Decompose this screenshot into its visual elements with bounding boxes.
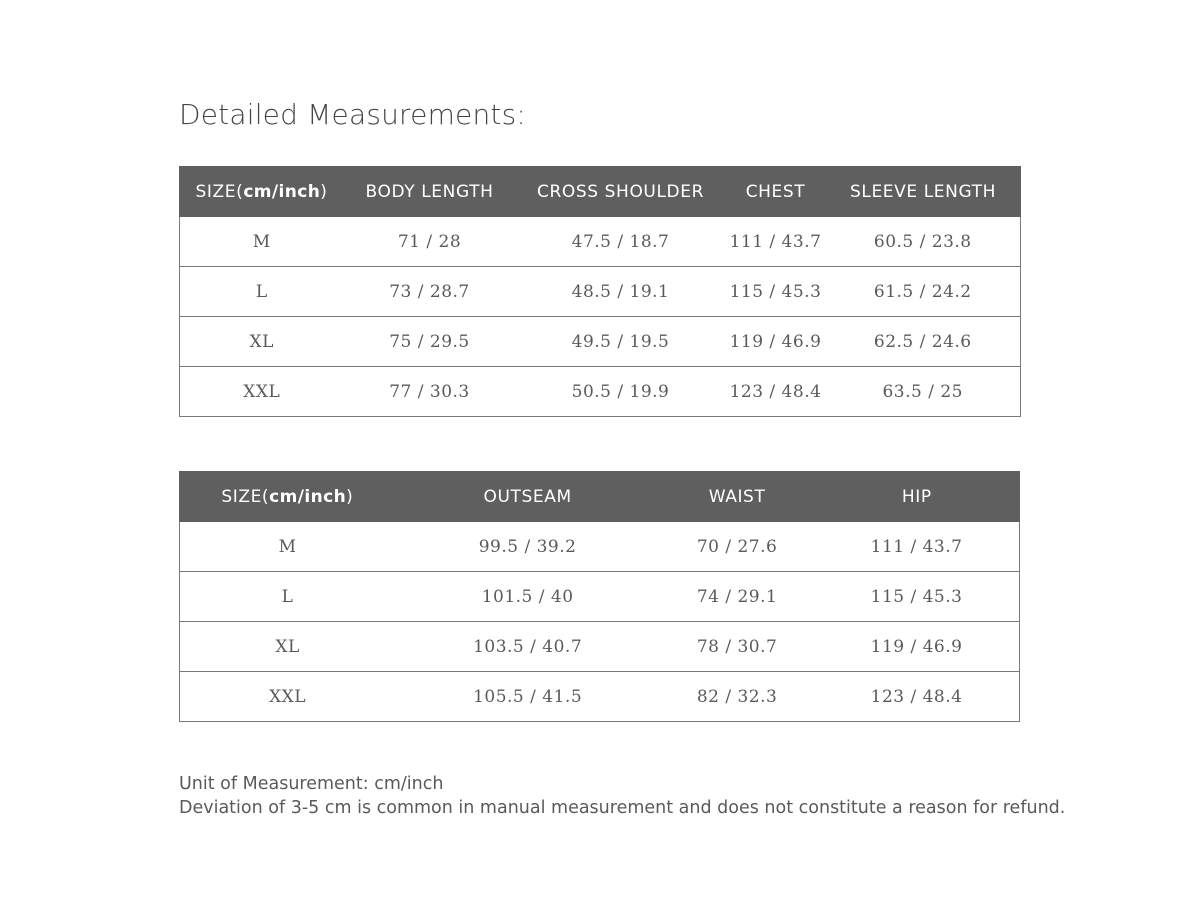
table-row: [180, 267, 1021, 317]
header-chest: CHEST: [726, 167, 826, 217]
table-row: [180, 217, 1021, 267]
cell-size: L: [180, 267, 344, 317]
table-header-row: [180, 167, 1021, 217]
cell-hip: 115 / 45.3: [814, 572, 1019, 622]
cell-size: M: [180, 522, 396, 572]
header-sleeve-length: SLEEVE LENGTH: [826, 167, 1021, 217]
cell-sleeve-length: 63.5 / 25: [826, 367, 1021, 417]
page-title: Detailed Measurements:: [179, 98, 527, 131]
cell-hip: 119 / 46.9: [814, 622, 1019, 672]
cell-outseam: 101.5 / 40: [395, 572, 660, 622]
cell-body-length: 71 / 28: [344, 217, 516, 267]
cell-waist: 74 / 29.1: [660, 572, 814, 622]
table-row: [180, 522, 1020, 572]
unit-note: Unit of Measurement: cm/inch: [179, 774, 444, 794]
cell-size: XXL: [180, 367, 344, 417]
cell-chest: 119 / 46.9: [726, 317, 826, 367]
header-size-suffix: ): [346, 486, 354, 507]
tops-measurement-table: [179, 166, 1021, 417]
cell-chest: 111 / 43.7: [726, 217, 826, 267]
cell-cross-shoulder: 48.5 / 19.1: [516, 267, 726, 317]
cell-body-length: 73 / 28.7: [344, 267, 516, 317]
table-header-row: [180, 472, 1020, 522]
header-hip: HIP: [814, 472, 1019, 522]
header-waist: WAIST: [660, 472, 814, 522]
cell-outseam: 99.5 / 39.2: [395, 522, 660, 572]
table-row: [180, 572, 1020, 622]
header-size-unit: cm/inch: [243, 181, 321, 202]
cell-sleeve-length: 61.5 / 24.2: [826, 267, 1021, 317]
header-cross-shoulder: CROSS SHOULDER: [516, 167, 726, 217]
table-row: [180, 672, 1020, 722]
header-size: [180, 472, 396, 522]
header-outseam: OUTSEAM: [395, 472, 660, 522]
cell-size: XL: [180, 317, 344, 367]
table-row: [180, 317, 1021, 367]
cell-size: L: [180, 572, 396, 622]
cell-waist: 82 / 32.3: [660, 672, 814, 722]
header-size: [180, 167, 344, 217]
cell-cross-shoulder: 49.5 / 19.5: [516, 317, 726, 367]
header-size-label: SIZE(: [221, 486, 270, 507]
cell-body-length: 75 / 29.5: [344, 317, 516, 367]
header-size-suffix: ): [320, 181, 328, 202]
cell-cross-shoulder: 47.5 / 18.7: [516, 217, 726, 267]
cell-hip: 123 / 48.4: [814, 672, 1019, 722]
deviation-note: Deviation of 3-5 cm is common in manual measurement and does not constitute a reason for refund.: [179, 798, 1066, 818]
cell-size: XL: [180, 622, 396, 672]
header-size-label: SIZE(: [195, 181, 244, 202]
bottoms-measurement-table: [179, 471, 1020, 722]
cell-body-length: 77 / 30.3: [344, 367, 516, 417]
cell-waist: 78 / 30.7: [660, 622, 814, 672]
cell-cross-shoulder: 50.5 / 19.9: [516, 367, 726, 417]
header-size-unit: cm/inch: [269, 486, 347, 507]
table-row: [180, 367, 1021, 417]
cell-outseam: 105.5 / 41.5: [395, 672, 660, 722]
header-body-length: BODY LENGTH: [344, 167, 516, 217]
cell-outseam: 103.5 / 40.7: [395, 622, 660, 672]
cell-sleeve-length: 62.5 / 24.6: [826, 317, 1021, 367]
cell-waist: 70 / 27.6: [660, 522, 814, 572]
cell-hip: 111 / 43.7: [814, 522, 1019, 572]
cell-size: M: [180, 217, 344, 267]
cell-chest: 123 / 48.4: [726, 367, 826, 417]
cell-size: XXL: [180, 672, 396, 722]
cell-sleeve-length: 60.5 / 23.8: [826, 217, 1021, 267]
cell-chest: 115 / 45.3: [726, 267, 826, 317]
table-row: [180, 622, 1020, 672]
